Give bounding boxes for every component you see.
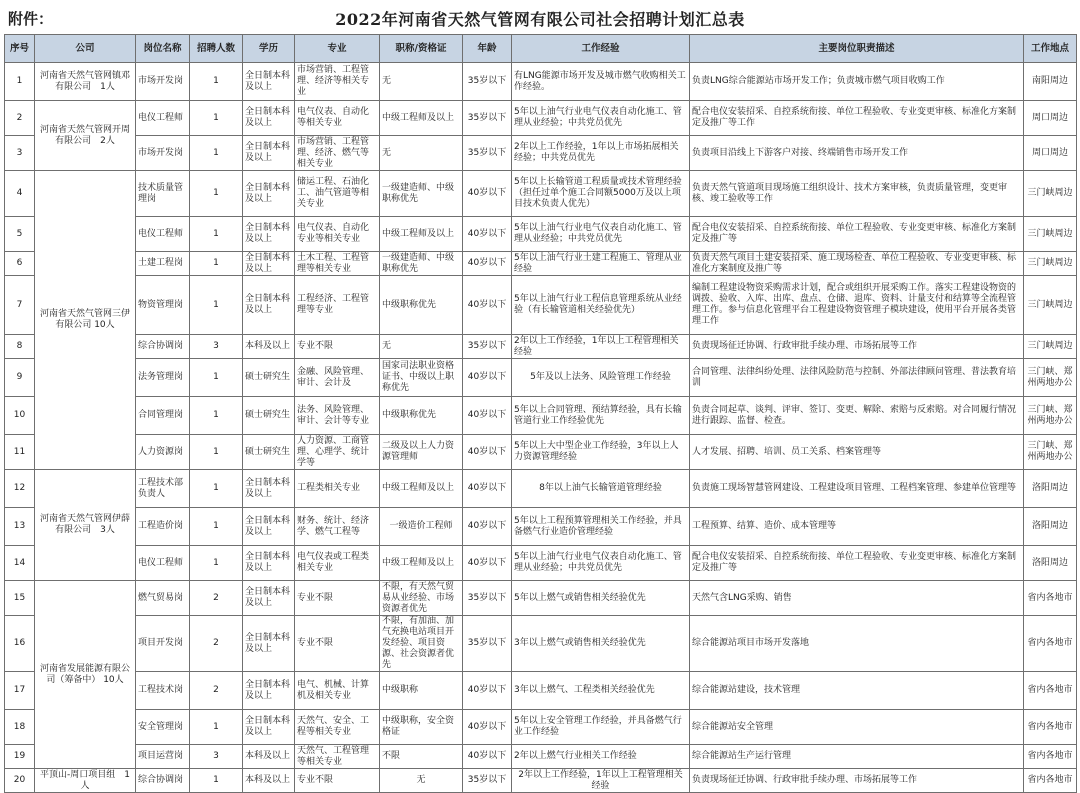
cell-location: 省内各地市 [1024,745,1077,769]
cell-duty: 配合电仪安装招采、自控系统衔接、单位工程验收、专业变更审核、标准化方案制定及推广等 [690,217,1024,252]
cell-experience: 5年以上燃气或销售相关经验优先 [512,581,690,616]
cell-certificate: 一级建造师、中级职称优先 [380,171,463,217]
cell-post: 合同管理岗 [136,397,190,435]
cell-education: 硕士研究生 [243,397,295,435]
cell-count: 1 [190,252,243,276]
cell-count: 2 [190,616,243,672]
cell-certificate: 中级职称优先 [380,276,463,335]
cell-education: 全日制本科及以上 [243,672,295,710]
cell-experience: 5年以上工程预算管理相关工作经验，并具备燃气行业造价管理经验 [512,508,690,546]
cell-major: 电气、机械、计算机及相关专业 [295,672,380,710]
cell-count: 1 [190,710,243,745]
cell-count: 1 [190,63,243,101]
cell-duty: 负责天然气项目土建安装招采、施工现场检查、单位工程验收、专业变更审核、标准化方案制度及推广等 [690,252,1024,276]
cell-experience: 2年以上燃气行业相关工作经验 [512,745,690,769]
cell-post: 综合协调岗 [136,335,190,359]
cell-age: 40岁以下 [463,359,512,397]
table-row [5,217,1077,252]
cell-duty: 负责现场征迁协调、行政审批手续办理、市场拓展等工作 [690,769,1024,793]
cell-age: 35岁以下 [463,616,512,672]
cell-experience: 5年及以上法务、风险管理工作经验 [512,359,690,397]
cell-location: 三门峡周边 [1024,335,1077,359]
cell-company: 河南省天然气管网镇邓有限公司 1人 [35,63,136,101]
cell-count: 3 [190,745,243,769]
cell-certificate: 无 [380,63,463,101]
cell-count: 1 [190,217,243,252]
cell-experience: 5年以上长输管道工程质量或技术管理经验（担任过单个施工合同额5000万及以上项目技术负责人优先） [512,171,690,217]
cell-major: 电气仪表、自动化专业等相关专业 [295,217,380,252]
cell-location: 周口周边 [1024,101,1077,136]
header-duty: 主要岗位职责描述 [690,35,1024,63]
cell-count: 2 [190,581,243,616]
cell-education: 全日制本科及以上 [243,710,295,745]
cell-duty: 负责天然气管道项目现场施工组织设计、技术方案审核，负责质量管理，变更审核、竣工验收等工作 [690,171,1024,217]
cell-education: 本科及以上 [243,769,295,793]
cell-age: 35岁以下 [463,581,512,616]
header-company: 公司 [35,35,136,63]
cell-education: 全日制本科及以上 [243,101,295,136]
cell-count: 2 [190,672,243,710]
table-row [5,435,1077,470]
cell-location: 省内各地市 [1024,581,1077,616]
cell-experience: 5年以上油气行业工程信息管理系统从业经验（有长输管道相关经验优先） [512,276,690,335]
cell-major: 专业不限 [295,581,380,616]
cell-post: 物资管理岗 [136,276,190,335]
cell-age: 40岁以下 [463,546,512,581]
cell-age: 40岁以下 [463,672,512,710]
cell-age: 40岁以下 [463,508,512,546]
cell-major: 天然气、安全、工程等相关专业 [295,710,380,745]
table-row [5,397,1077,435]
cell-no: 15 [5,581,35,616]
table-row [5,335,1077,359]
cell-certificate: 中级工程师及以上 [380,470,463,508]
cell-post: 燃气贸易岗 [136,581,190,616]
cell-count: 1 [190,546,243,581]
cell-education: 全日制本科及以上 [243,63,295,101]
cell-education: 硕士研究生 [243,359,295,397]
cell-certificate: 一级造价工程师 [380,508,463,546]
cell-education: 全日制本科及以上 [243,546,295,581]
cell-certificate: 二级及以上人力资源管理师 [380,435,463,470]
title-bar [0,0,1080,34]
table-row [5,136,1077,171]
cell-location: 省内各地市 [1024,616,1077,672]
cell-major: 专业不限 [295,335,380,359]
table-row [5,101,1077,136]
cell-post: 电仪工程师 [136,546,190,581]
cell-certificate: 中级职称 [380,672,463,710]
cell-age: 40岁以下 [463,710,512,745]
cell-location: 洛阳周边 [1024,546,1077,581]
cell-age: 40岁以下 [463,252,512,276]
cell-duty: 配合电仪安装招采、自控系统衔接、单位工程验收、专业变更审核、标准化方案制定及推广等 [690,546,1024,581]
cell-certificate: 无 [380,335,463,359]
cell-company: 河南省天然气管网三伊有限公司 10人 [35,171,136,470]
cell-education: 硕士研究生 [243,435,295,470]
table-row [5,252,1077,276]
table-row [5,710,1077,745]
table-row [5,581,1077,616]
table-row [5,616,1077,672]
cell-no: 9 [5,359,35,397]
cell-experience: 5年以上油气行业土建工程施工、管理从业经验 [512,252,690,276]
cell-no: 16 [5,616,35,672]
cell-no: 10 [5,397,35,435]
cell-duty: 编制工程建设物资采购需求计划，配合或组织开展采购工作。落实工程建设物资的调拨、验收、入库、出库、盘点、仓储、退库、资料、计量支付和结算等全流程管理工作。参与信息化管理平台工程建设物资管理子模块建设，使用平台开展各类管理工作 [690,276,1024,335]
cell-education: 本科及以上 [243,745,295,769]
cell-experience: 8年以上油气长输管道管理经验 [512,470,690,508]
cell-experience: 5年以上合同管理、预结算经验，具有长输管道行业工作经验优先 [512,397,690,435]
cell-experience: 2年以上工作经验，1年以上工程管理相关经验 [512,335,690,359]
cell-age: 40岁以下 [463,171,512,217]
cell-no: 8 [5,335,35,359]
page-title: 2022年河南省天然气管网有限公司社会招聘计划汇总表 [335,10,745,29]
cell-post: 市场开发岗 [136,63,190,101]
cell-certificate: 中级工程师及以上 [380,546,463,581]
cell-location: 三门峡、郑州两地办公 [1024,397,1077,435]
table-row [5,672,1077,710]
cell-location: 省内各地市 [1024,710,1077,745]
cell-major: 财务、统计、经济学、燃气工程等 [295,508,380,546]
recruitment-table [4,34,1077,793]
cell-major: 土木工程、工程管理等相关专业 [295,252,380,276]
cell-experience: 5年以上油气行业电气仪表自动化施工、管理从业经验；中共党员优先 [512,217,690,252]
cell-post: 电仪工程师 [136,217,190,252]
cell-company: 平顶山-周口项目组 1人 [35,769,136,793]
cell-count: 1 [190,508,243,546]
cell-major: 工程经济、工程管理等专业 [295,276,380,335]
cell-duty: 天然气含LNG采购、销售 [690,581,1024,616]
cell-education: 全日制本科及以上 [243,581,295,616]
cell-location: 三门峡周边 [1024,171,1077,217]
cell-major: 专业不限 [295,616,380,672]
table-row [5,546,1077,581]
cell-duty: 负责合同起草、谈判、评审、签订、变更、解除、索赔与反索赔。对合同履行情况进行跟踪、监督、检查。 [690,397,1024,435]
header-count: 招聘人数 [190,35,243,63]
cell-age: 35岁以下 [463,335,512,359]
cell-company: 河南省天然气管网开周有限公司 2人 [35,101,136,171]
header-no: 序号 [5,35,35,63]
cell-post: 人力资源岗 [136,435,190,470]
cell-certificate: 中级工程师及以上 [380,217,463,252]
cell-major: 人力资源、工商管理、心理学、统计学等 [295,435,380,470]
cell-company: 河南省天然气管网伊薛有限公司 3人 [35,470,136,581]
table-row [5,769,1077,793]
cell-education: 全日制本科及以上 [243,508,295,546]
cell-major: 电气仪表、自动化等相关专业 [295,101,380,136]
cell-count: 1 [190,769,243,793]
cell-location: 三门峡周边 [1024,276,1077,335]
cell-location: 三门峡周边 [1024,217,1077,252]
cell-major: 工程类相关专业 [295,470,380,508]
cell-duty: 综合能源站安全管理 [690,710,1024,745]
cell-education: 全日制本科及以上 [243,171,295,217]
cell-education: 全日制本科及以上 [243,136,295,171]
cell-duty: 人才发展、招聘、培训、员工关系、档案管理等 [690,435,1024,470]
header-education: 学历 [243,35,295,63]
cell-post: 项目运营岗 [136,745,190,769]
cell-duty: 综合能源站项目市场开发落地 [690,616,1024,672]
cell-count: 1 [190,359,243,397]
cell-location: 洛阳周边 [1024,508,1077,546]
cell-duty: 配合电仪安装招采、自控系统衔接、单位工程验收、专业变更审核、标准化方案制定及推广等工作 [690,101,1024,136]
cell-education: 全日制本科及以上 [243,276,295,335]
cell-no: 18 [5,710,35,745]
cell-duty: 合同管理、法律纠纷处理、法律风险防范与控制、外部法律顾问管理、普法教育培训 [690,359,1024,397]
cell-count: 1 [190,171,243,217]
cell-certificate: 一级建造师、中级职称优先 [380,252,463,276]
cell-no: 1 [5,63,35,101]
table-row [5,470,1077,508]
cell-age: 40岁以下 [463,276,512,335]
cell-location: 周口周边 [1024,136,1077,171]
cell-duty: 综合能源站建设，技术管理 [690,672,1024,710]
cell-education: 全日制本科及以上 [243,470,295,508]
cell-location: 三门峡、郑州两地办公 [1024,359,1077,397]
cell-experience: 5年以上安全管理工作经验，并具备燃气行业工作经验 [512,710,690,745]
cell-certificate: 无 [380,769,463,793]
cell-no: 6 [5,252,35,276]
cell-post: 技术质量管理岗 [136,171,190,217]
cell-certificate: 中级职称，安全资格证 [380,710,463,745]
cell-certificate: 不限，有天然气贸易从业经验、市场资源者优先 [380,581,463,616]
table-row [5,359,1077,397]
cell-duty: 综合能源站生产运行管理 [690,745,1024,769]
cell-no: 5 [5,217,35,252]
cell-post: 市场开发岗 [136,136,190,171]
cell-post: 安全管理岗 [136,710,190,745]
cell-location: 省内各地市 [1024,672,1077,710]
cell-age: 35岁以下 [463,63,512,101]
cell-major: 电气仪表或工程类相关专业 [295,546,380,581]
cell-count: 1 [190,101,243,136]
header-experience: 工作经验 [512,35,690,63]
cell-company: 河南省发展能源有限公司（筹备中） 10人 [35,581,136,769]
cell-count: 1 [190,470,243,508]
cell-post: 综合协调岗 [136,769,190,793]
cell-count: 1 [190,435,243,470]
cell-duty: 负责现场征迁协调、行政审批手续办理、市场拓展等工作 [690,335,1024,359]
cell-age: 40岁以下 [463,435,512,470]
cell-duty: 负责LNG综合能源站市场开发工作；负责城市燃气项目收购工作 [690,63,1024,101]
table-row [5,745,1077,769]
cell-post: 电仪工程师 [136,101,190,136]
cell-age: 40岁以下 [463,217,512,252]
cell-experience: 2年以上工作经验，1年以上工程管理相关经验 [512,769,690,793]
cell-certificate: 国家司法职业资格证书、中级以上职称优先 [380,359,463,397]
cell-age: 35岁以下 [463,136,512,171]
table-header-row [5,35,1077,63]
cell-major: 专业不限 [295,769,380,793]
cell-post: 工程技术岗 [136,672,190,710]
cell-count: 1 [190,136,243,171]
cell-certificate: 不限 [380,745,463,769]
cell-experience: 2年以上工作经验，1年以上市场拓展相关经验；中共党员优先 [512,136,690,171]
cell-duty: 负责施工现场智慧管网建设、工程建设项目管理、工程档案管理、参建单位管理等 [690,470,1024,508]
cell-certificate: 中级职称优先 [380,397,463,435]
cell-experience: 3年以上燃气、工程类相关经验优先 [512,672,690,710]
header-certificate: 职称/资格证 [380,35,463,63]
cell-age: 40岁以下 [463,397,512,435]
cell-education: 全日制本科及以上 [243,616,295,672]
cell-location: 三门峡、郑州两地办公 [1024,435,1077,470]
cell-no: 12 [5,470,35,508]
cell-age: 40岁以下 [463,745,512,769]
header-location: 工作地点 [1024,35,1077,63]
cell-post: 工程造价岗 [136,508,190,546]
cell-post: 法务管理岗 [136,359,190,397]
cell-major: 金融、风险管理、审计、会计及 [295,359,380,397]
cell-no: 14 [5,546,35,581]
cell-certificate: 中级工程师及以上 [380,101,463,136]
cell-duty: 负责项目沿线上下游客户对接、终端销售市场开发工作 [690,136,1024,171]
cell-count: 3 [190,335,243,359]
table-row [5,63,1077,101]
cell-education: 本科及以上 [243,335,295,359]
cell-experience: 5年以上油气行业电气仪表自动化施工、管理从业经验；中共党员优先 [512,101,690,136]
cell-count: 1 [190,397,243,435]
cell-certificate: 不限，有加油、加气充换电站项目开发经验、项目资源、社会资源者优先 [380,616,463,672]
cell-no: 19 [5,745,35,769]
header-age: 年龄 [463,35,512,63]
cell-no: 2 [5,101,35,136]
cell-no: 4 [5,171,35,217]
cell-location: 南阳周边 [1024,63,1077,101]
table-row [5,276,1077,335]
cell-experience: 3年以上燃气或销售相关经验优先 [512,616,690,672]
cell-no: 11 [5,435,35,470]
cell-major: 天然气、工程管理等相关专业 [295,745,380,769]
cell-location: 三门峡周边 [1024,252,1077,276]
cell-no: 20 [5,769,35,793]
cell-major: 市场营销、工程管理、经济等相关专业 [295,63,380,101]
cell-post: 土建工程岗 [136,252,190,276]
cell-age: 40岁以下 [463,470,512,508]
cell-education: 全日制本科及以上 [243,252,295,276]
cell-major: 储运工程、石油化工、油气管道等相关专业 [295,171,380,217]
cell-major: 法务、风险管理、审计、会计等专业 [295,397,380,435]
table-row [5,171,1077,217]
cell-no: 17 [5,672,35,710]
cell-age: 35岁以下 [463,769,512,793]
cell-no: 13 [5,508,35,546]
appendix-label: 附件： [8,10,54,28]
cell-duty: 工程预算、结算、造价、成本管理等 [690,508,1024,546]
cell-location: 省内各地市 [1024,769,1077,793]
cell-experience: 有LNG能源市场开发及城市燃气收购相关工作经验。 [512,63,690,101]
header-major: 专业 [295,35,380,63]
cell-certificate: 无 [380,136,463,171]
cell-no: 3 [5,136,35,171]
cell-post: 项目开发岗 [136,616,190,672]
cell-major: 市场营销、工程管理、经济、燃气等相关专业 [295,136,380,171]
cell-age: 35岁以下 [463,101,512,136]
table-row [5,508,1077,546]
header-post: 岗位名称 [136,35,190,63]
cell-education: 全日制本科及以上 [243,217,295,252]
cell-count: 1 [190,276,243,335]
cell-experience: 5年以上大中型企业工作经验，3年以上人力资源管理经验 [512,435,690,470]
cell-experience: 5年以上油气行业电气仪表自动化施工、管理从业经验；中共党员优先 [512,546,690,581]
cell-no: 7 [5,276,35,335]
cell-location: 洛阳周边 [1024,470,1077,508]
cell-post: 工程技术部负责人 [136,470,190,508]
